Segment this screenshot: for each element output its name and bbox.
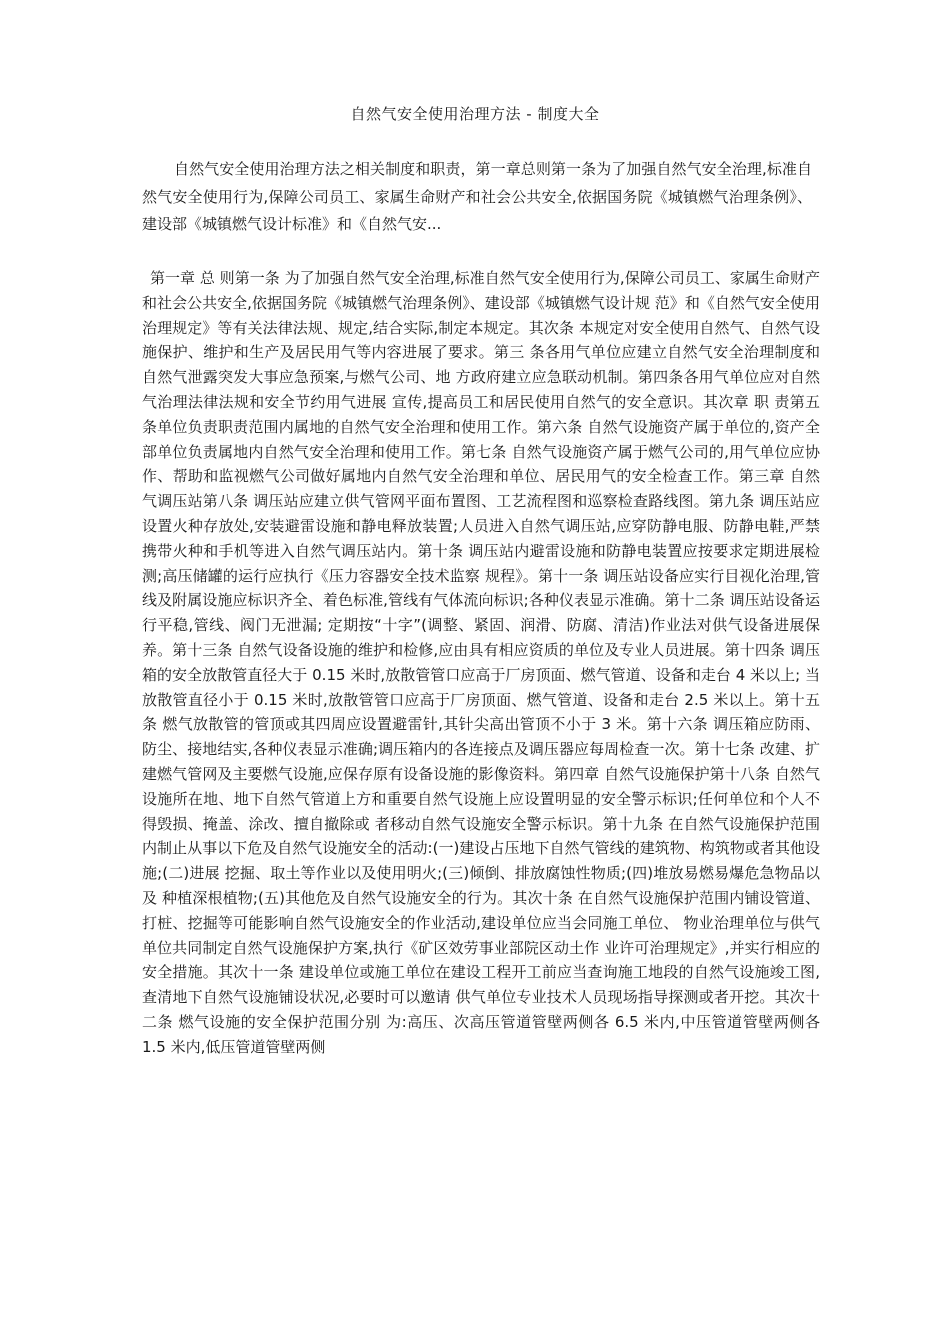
document-title: 自然气安全使用治理方法 - 制度大全 [350,105,600,123]
document-body: 第一章 总 则第一条 为了加强自然气安全治理,标准自然气安全使用行为,保障公司员工、家属生命财产和社会公共安全,依据国务院《城镇燃气治理条例》、建设部《城镇燃气设计规 范》和《自然气安全使用治理规定》等有关法律法规、规定,结合实际,制定本规定。其次条 本规定对安全使用自然气、自然气设施保护、维护和生产及居民用气等内容进展了要求。第三 条各用气单位应建立自然气安全治理制度和自然气泄露突发大事应急预案,与燃气公司、地 方政府建立应急联动机制。第四条各用气单位应对自然气治理法律法规和安全节约用气进展 宣传,提高员工和居民使用自然气的安全意识。其次章 职 责第五条单位负责职责范围内属地的自然气安全治理和使用工作。第六条 自然气设施资产属于单位的,资产全部单位负责属地内自然气安全治理和使用工作。第七条 自然气设施资产属于燃气公司的,用气单位应协作、帮助和监视燃气公司做好属地内自然气安全治理和单位、居民用气的安全检查工作。第三章 自然气调压站第八条 调压站应建立供气管网平面布置图、工艺流程图和巡察检查路线图。第九条 调压站应设置火种存放处,安装避雷设施和静电释放装置;人员进入自然气调压站,应穿防静电服、防静电鞋,严禁携带火种和手机等进入自然气调压站内。第十条 调压站内避雷设施和防静电装置应按要求定期进展检测;高压储罐的运行应执行《压力容器安全技术监察 规程》。第十一条 调压站设备应实行目视化治理,管线及附属设施应标识齐全、着色标准,管线有气体流向标识;各种仪表显示准确。第十二条 调压站设备运行平稳,管线、阀门无泄漏; 定期按“十字”(调整、紧固、润滑、防腐、清洁)作业法对供气设备进展保养。第十三条 自然气设备设施的维护和检修,应由具有相应资质的单位及专业人员进展。第十四条 调压箱的安全放散管直径大于 0.15 米时,放散管管口应高于厂房顶面、燃气管道、设备和走台 4 米以上; 当放散管直径小于 0.15 米时,放散管管口应高于厂房顶面、燃气管道、设备和走台 2.5 米以上。第十五条 燃气放散管的管顶或其四周应设置避雷针,其针尖高出管顶不小于 3 米。第十六条 调压箱应防雨、防尘、接地结实,各种仪表显示准确;调压箱内的各连接点及调压器应每周检查一次。第十七条 改建、扩建燃气管网及主要燃气设施,应保存原有设备设施的影像资料。第四章 自然气设施保护第十八条 自然气设施所在地、地下自然气管道上方和重要自然气设施上应设置明显的安全警示标识;任何单位和个人不得毁损、掩盖、涂改、擅自撤除或 者移动自然气设施安全警示标识。第十九条 在自然气设施保护范围内制止从事以下危及自然气设施安全的活动:(一)建设占压地下自然气管线的建筑物、构筑物或者其他设施;(二)进展 挖掘、取土等作业以及使用明火;(三)倾倒、排放腐蚀性物质;(四)堆放易燃易爆危急物品以及 种植深根植物;(五)其他危及自然气设施安全的行为。其次十条 在自然气设施保护范围内铺设管道、打桩、挖掘等可能影响自然气设施安全的作业活动,建设单位应当会同施工单位、 物业治理单位与供气单位共同制定自然气设施保护方案,执行《矿区效劳事业部院区动土作 业许可治理规定》,并实行相应的安全措施。其次十一条 建设单位或施工单位在建设工程开工前应当查询施工地段的自然气设施竣工图,查清地下自然气设施铺设状况,必要时可以邀请 供气单位专业技术人员现场指导探测或者开挖。其次十二条 燃气设施的安全保护范围分别 为:高压、次高压管道管壁两侧各 6.5 米内,中压管道管壁两侧各 1.5 米内,低压管道管壁两侧 [142,269,820,1056]
document-summary: 自然气安全使用治理方法之相关制度和职责，第一章总则第一条为了加强自然气安全治理,标准自然气安全使用行为,保障公司员工、家属生命财产和社会公共安全,依据国务院《城镇燃气治理条例》、建设部《城镇燃气设计标准》和《自然气安... [142,160,812,233]
